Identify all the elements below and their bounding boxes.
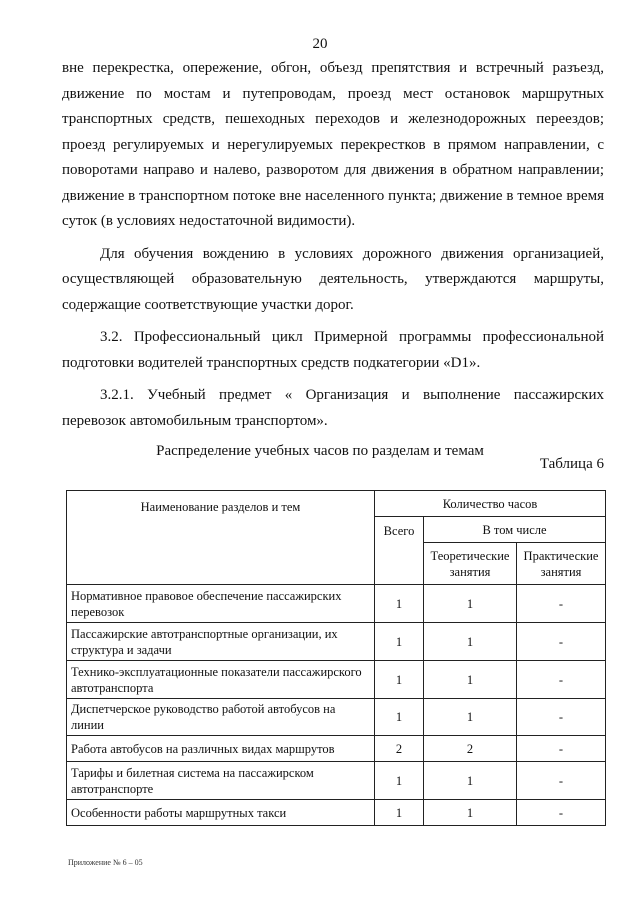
cell-name: Нормативное правовое обеспечение пассажирских перевозок	[67, 585, 375, 623]
cell-total: 1	[375, 661, 424, 699]
footer-note: Приложение № 6 – 05	[68, 858, 143, 867]
table-row	[67, 800, 606, 826]
table-label: Таблица 6	[539, 456, 604, 472]
cell-practical: -	[517, 762, 606, 800]
cell-name: Технико-эксплуатационные показатели пассажирского автотранспорта	[67, 661, 375, 699]
cell-theoretical: 2	[424, 736, 517, 762]
cell-total: 1	[375, 623, 424, 661]
header-total: Всего	[375, 517, 424, 585]
cell-practical: -	[517, 661, 606, 699]
cell-theoretical: 1	[424, 623, 517, 661]
cell-theoretical: 1	[424, 661, 517, 699]
header-theoretical: Теоретические занятия	[424, 543, 517, 585]
table-row	[67, 699, 606, 736]
cell-theoretical: 1	[424, 762, 517, 800]
cell-theoretical: 1	[424, 585, 517, 623]
page-number: 20	[312, 36, 328, 52]
paragraph: вне перекрестка, опережение, обгон, объезд препятствия и встречный разъезд, движение по мостам и путепроводам, проезд мест остановок маршрутных транспортных средств, пешеходных переходов и железнодорожных переездов; проезд регулируемых и нерегулируемых перекрестков в прямом направлении, с поворотами направо и налево, разворотом для движения в обратном направлении; движение в транспортном потоке вне населенного пункта; движение в темное время суток (в условиях недостаточной видимости).	[62, 60, 604, 229]
cell-theoretical: 1	[424, 699, 517, 736]
table-row	[67, 762, 606, 800]
cell-practical: -	[517, 623, 606, 661]
cell-practical: -	[517, 736, 606, 762]
header-including: В том числе	[424, 517, 606, 543]
cell-name: Пассажирские автотранспортные организации, их структура и задачи	[67, 623, 375, 661]
cell-name: Особенности работы маршрутных такси	[67, 800, 375, 826]
paragraph: Для обучения вождению в условиях дорожного движения организацией, осуществляющей образовательную деятельность, утверждаются маршруты, содержащие соответствующие участки дорог.	[62, 245, 604, 313]
header-practical: Практические занятия	[517, 543, 606, 585]
cell-total: 1	[375, 800, 424, 826]
cell-total: 1	[375, 762, 424, 800]
body-text	[62, 56, 604, 434]
cell-practical: -	[517, 800, 606, 826]
table-row	[67, 736, 606, 762]
cell-total: 1	[375, 699, 424, 736]
cell-name: Тарифы и билетная система на пассажирском автотранспорте	[67, 762, 375, 800]
cell-total: 2	[375, 736, 424, 762]
hours-table	[66, 490, 606, 826]
table-row	[67, 623, 606, 661]
cell-name: Диспетчерское руководство работой автобусов на линии	[67, 699, 375, 736]
cell-theoretical: 1	[424, 800, 517, 826]
cell-practical: -	[517, 699, 606, 736]
header-hours: Количество часов	[375, 491, 606, 517]
paragraph: 3.2. Профессиональный цикл Примерной программы профессиональной подготовки водителей транспортных средств подкатегории «D1».	[62, 329, 604, 371]
paragraph: 3.2.1. Учебный предмет « Организация и выполнение пассажирских перевозок автомобильным транспортом».	[62, 387, 604, 429]
cell-total: 1	[375, 585, 424, 623]
table-row	[67, 585, 606, 623]
table-caption: Распределение учебных часов по разделам и темам	[156, 443, 484, 459]
cell-name: Работа автобусов на различных видах маршрутов	[67, 736, 375, 762]
header-name: Наименование разделов и тем	[67, 491, 375, 585]
cell-practical: -	[517, 585, 606, 623]
table-row	[67, 661, 606, 699]
